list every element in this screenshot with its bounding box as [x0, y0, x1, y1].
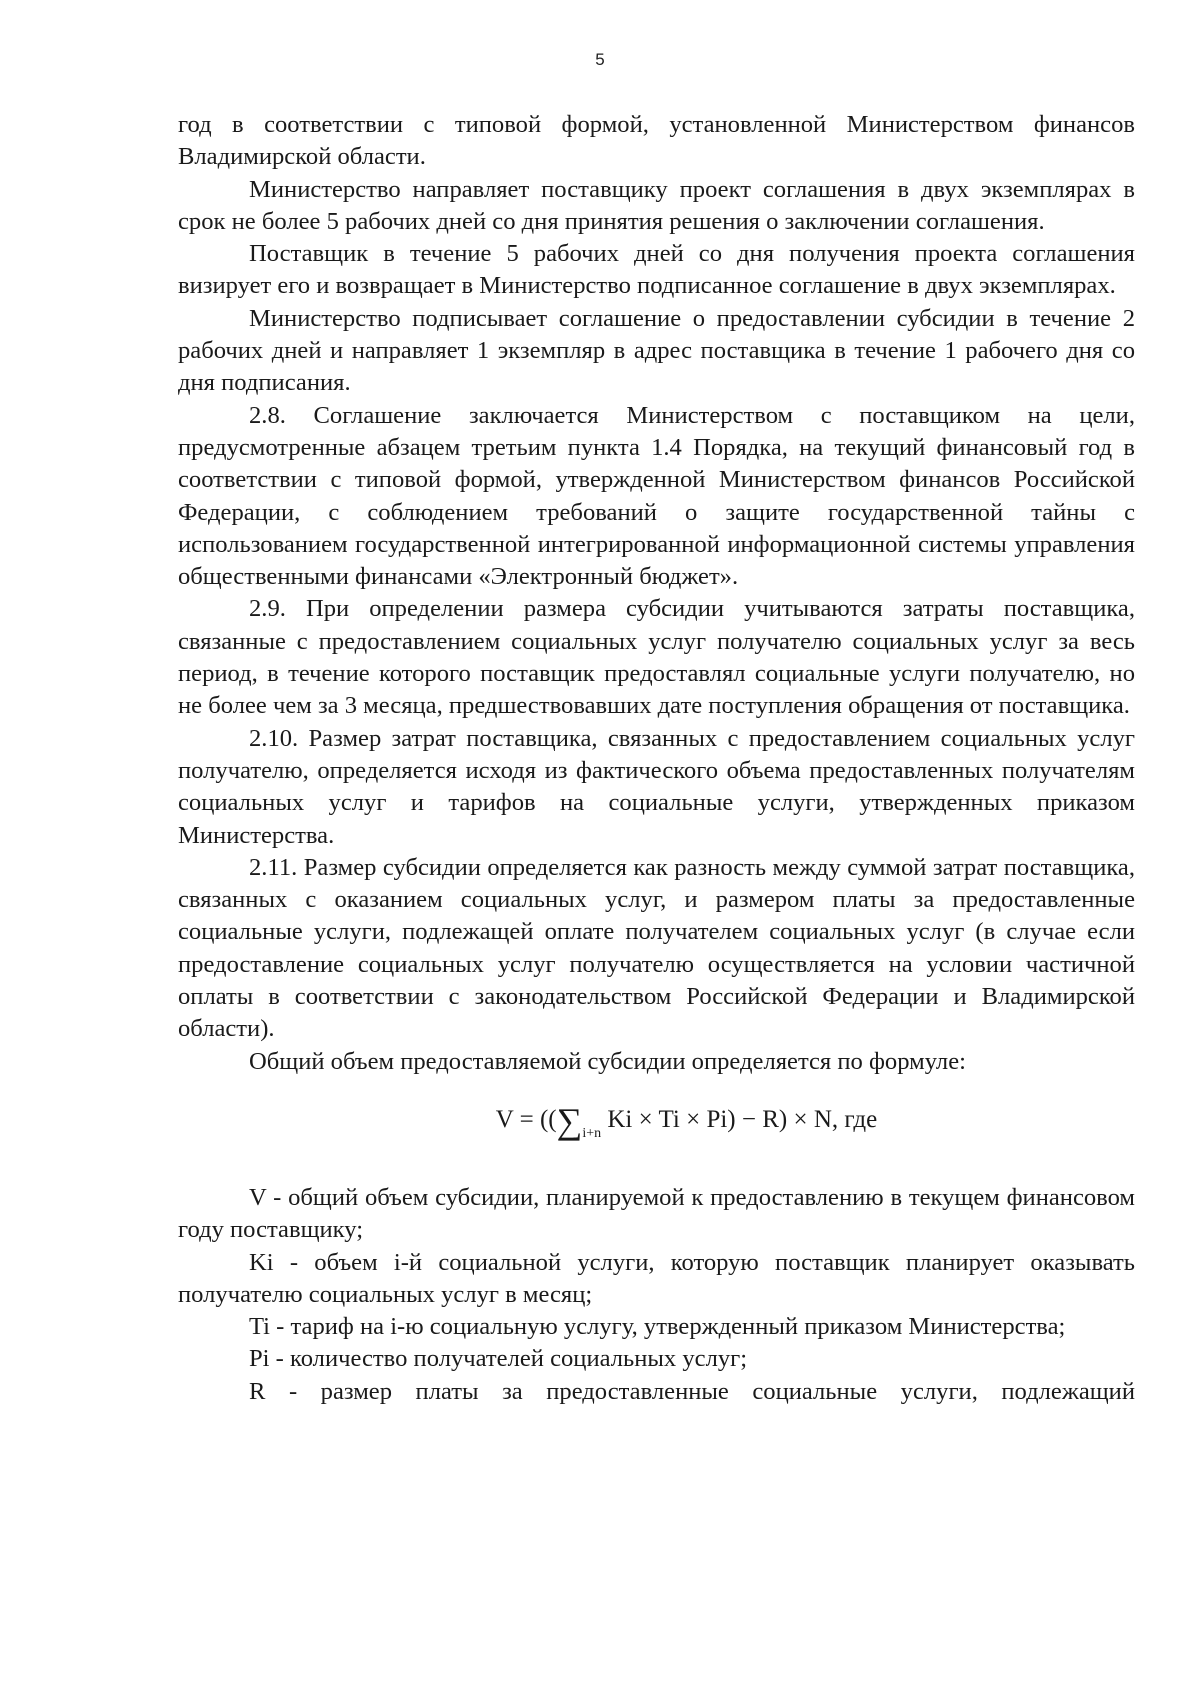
paragraph-formula-intro: Общий объем предоставляемой субсидии определяется по формуле: [249, 1047, 966, 1075]
formula-subscript: i+n [582, 1125, 602, 1141]
paragraph-continuation: год в соответствии с типовой формой, установленной Министерством финансов Владимирской области. [178, 111, 1135, 171]
formula-lhs: V = (( [495, 1105, 557, 1133]
definition-pi: Pi - количество получателей социальных услуг; [249, 1345, 748, 1373]
document-body [178, 109, 1135, 1408]
definition-ki: Ki - объем i-й социальной услуги, которую поставщик планирует оказывать получателю социальных услуг в месяц; [178, 1248, 1135, 1308]
page-number: 5 [595, 50, 605, 69]
paragraph-2-8: 2.8. Соглашение заключается Министерством с поставщиком на цели, предусмотренные абзацем третьим пункта 1.4 Порядка, на текущий финансовый год в соответствии с типовой формой, утвержденной Министерством финансов Российской Федерации, с соблюдением требований о защите государственной тайны с использованием государственной интегрированной информационной системы управления общественными финансами «Электронный бюджет». [178, 401, 1135, 591]
definition-r: R - размер платы за предоставленные социальные услуги, подлежащий [249, 1377, 1135, 1405]
paragraph-2-11: 2.11. Размер субсидии определяется как разность между суммой затрат поставщика, связанных с оказанием социальных услуг, и размером платы за предоставленные социальные услуги, подлежащей оплате получателем социальных услуг (в случае если предоставление социальных услуг получателю осуществляется на условии частичной оплаты в соответствии с законодательством Российской Федерации и Владимирской области). [178, 853, 1135, 1043]
paragraph-2-9: 2.9. При определении размера субсидии учитываются затраты поставщика, связанные с предоставлением социальных услуг получателю социальных услуг за весь период, в течение которого поставщик предоставлял социальные услуги получателю, но не более чем за 3 месяца, предшествовавших дате поступления обращения от поставщика. [178, 595, 1135, 720]
paragraph-2-10: 2.10. Размер затрат поставщика, связанных с предоставлением социальных услуг получателю, определяется исходя из фактического объема предоставленных получателям социальных услуг и тарифов на социальные услуги, утвержденных приказом Министерства. [178, 724, 1135, 849]
definition-v: V - общий объем субсидии, планируемой к предоставлению в текущем финансовом году поставщику; [178, 1183, 1135, 1244]
subsidy-formula [178, 1100, 1135, 1154]
paragraph: Поставщик в течение 5 рабочих дней со дня получения проекта соглашения визирует его и возвращает в Министерство подписанное соглашение в двух экземплярах. [178, 240, 1135, 300]
definition-ti: Ti - тариф на i-ю социальную услугу, утвержденный приказом Министерства; [249, 1313, 1066, 1341]
paragraph: Министерство подписывает соглашение о предоставлении субсидии в течение 2 рабочих дней и направляет 1 экземпляр в адрес поставщика в течение 1 рабочего дня со дня подписания. [178, 304, 1135, 397]
formula-body: Ki × Ti × Pi) − R) × N, где [607, 1105, 878, 1133]
formula-sigma: ∑ [556, 1100, 583, 1141]
paragraph: Министерство направляет поставщику проект соглашения в двух экземплярах в срок не более 5 рабочих дней со дня принятия решения о заключении соглашения. [178, 175, 1135, 235]
